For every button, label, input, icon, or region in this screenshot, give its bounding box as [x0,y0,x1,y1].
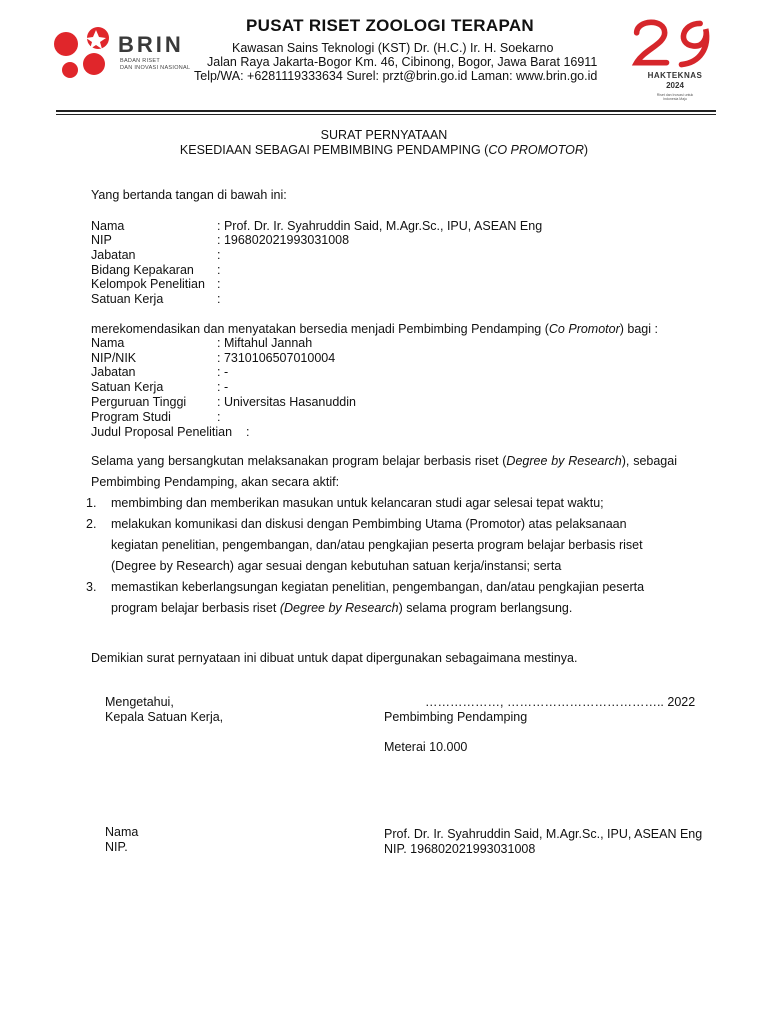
candidate-pt-value: : Universitas Hasanuddin [217,395,356,409]
candidate-jabatan-value: : - [217,365,229,379]
header-rule-thick [56,110,716,112]
candidate-name-value: : Miftahul Jannah [217,336,313,350]
address-line3: Telp/WA: +6281119333634 Surel: przt@brin.go.id Laman: www.brin.go.id [194,69,598,83]
subtitle-italic: CO PROMOTOR [488,143,584,157]
item3-suffix: ) selama program berlangsung. [398,601,573,615]
candidate-jabatan-label: Jabatan [91,365,136,379]
brand-subtitle-line2: DAN INOVASI NASIONAL [120,65,191,71]
brand-subtitle-line1: BADAN RISET [120,58,160,64]
recommendation-text [91,322,658,336]
document-subtitle [0,143,768,157]
item3-italic: (Degree by Research [279,601,399,615]
commitment-intro-suffix: ), sebagai Pembimbing Pendamping, akan secara aktif: [91,454,677,489]
brand-name: BRIN [118,32,184,57]
candidate-pt-label: Perguruan Tinggi [91,395,187,409]
sign-right-name: Prof. Dr. Ir. Syahruddin Said, M.Agr.Sc., IPU, ASEAN Eng [384,827,703,841]
subtitle-suffix: ) [583,143,589,157]
candidate-nipnik-label: NIP/NIK [91,351,137,365]
closing-text: Demikian surat pernyataan ini dibuat untuk dapat dipergunakan sebagaimana mestinya. [91,651,578,665]
item3-text [111,577,661,619]
signer-kelompok-label: Kelompok Penelitian [91,277,205,291]
item1-number: 1. [86,496,97,510]
item3-prefix: memastikan keberlangsungan kegiatan penelitian, pengembangan, dan/atau pengkajian peserta program belajar berbasis riset [111,580,645,615]
recommendation-suffix: ) bagi : [619,322,658,336]
sign-right-role: Pembimbing Pendamping [384,710,528,724]
signer-bidang-label: Bidang Kepakaran [91,263,194,277]
item2-text: melakukan komunikasi dan diskusi dengan Pembimbing Utama (Promotor) atas pelaksanaan kegiatan penelitian, pengembangan, dan/atau pengkajian peserta program belajar berbasis riset (Degree by Research) agar sesuai dengan kebutuhan satuan kerja/instansi; serta [111,517,643,573]
event-tagline-line1: Riset dan Inovasi untuk [656,93,694,97]
hakteknas-logo-icon [624,16,724,72]
event-tagline [640,93,710,101]
brand-subtitle [120,58,190,72]
document-title: SURAT PERNYATAAN [320,128,448,142]
event-year: 2024 [666,81,684,90]
event-tagline-line2: Indonesia Maju [663,97,687,101]
signer-bidang-value: : [217,263,221,277]
candidate-prodi-label: Program Studi [91,410,171,424]
candidate-name-label: Nama [91,336,125,350]
commitment-intro-prefix: Selama yang bersangkutan melaksanakan program belajar berbasis riset ( [91,454,507,468]
sign-left-line2: Kepala Satuan Kerja, [105,710,224,724]
subtitle-prefix: KESEDIAAN SEBAGAI PEMBIMBING PENDAMPING ( [179,143,489,157]
candidate-judul-label: Judul Proposal Penelitian [91,425,233,439]
signer-satuan-value: : [217,292,221,306]
address-line1: Kawasan Sains Teknologi (KST) Dr. (H.C.) Ir. H. Soekarno [232,41,554,55]
recommendation-prefix: merekomendasikan dan menyatakan bersedia menjadi Pembimbing Pendamping ( [91,322,549,336]
sign-date-line: ………………, ……………………………….. 2022 [425,695,696,709]
signer-jabatan-value: : [217,248,221,262]
sign-right-nip: NIP. 196802021993031008 [384,842,536,856]
item2-number: 2. [86,517,97,531]
stamp-placeholder: Meterai 10.000 [384,740,468,754]
signer-name-label: Nama [91,219,125,233]
institution-name: PUSAT RISET ZOOLOGI TERAPAN [246,16,534,35]
commitment-intro [91,451,677,493]
recommendation-italic: Co Promotor [548,322,620,336]
signer-nip-label: NIP [91,233,112,247]
sign-left-name: Nama [105,825,139,839]
item1-text: membimbing dan memberikan masukan untuk kelancaran studi agar selesai tepat waktu; [111,496,604,510]
signer-satuan-label: Satuan Kerja [91,292,164,306]
sign-left-line1: Mengetahui, [105,695,174,709]
candidate-satuan-value: : - [217,380,229,394]
candidate-prodi-value: : [217,410,221,424]
candidate-satuan-label: Satuan Kerja [91,380,164,394]
signer-nip-value: : 196802021993031008 [217,233,350,247]
candidate-nipnik-value: : 7310106507010004 [217,351,336,365]
candidate-judul-value: : [246,425,250,439]
event-label: HAKTEKNAS [647,71,703,80]
item3-number: 3. [86,580,97,594]
signer-kelompok-value: : [217,277,221,291]
header-rule-thin [56,114,716,115]
commitment-intro-italic: Degree by Research [506,454,622,468]
sign-left-nip: NIP. [105,840,128,854]
intro-text: Yang bertanda tangan di bawah ini: [91,188,287,202]
address-line2: Jalan Raya Jakarta-Bogor Km. 46, Cibinong, Bogor, Jawa Barat 16911 [207,55,598,69]
signer-name-value: : Prof. Dr. Ir. Syahruddin Said, M.Agr.Sc., IPU, ASEAN Eng [217,219,543,233]
signer-jabatan-label: Jabatan [91,248,136,262]
